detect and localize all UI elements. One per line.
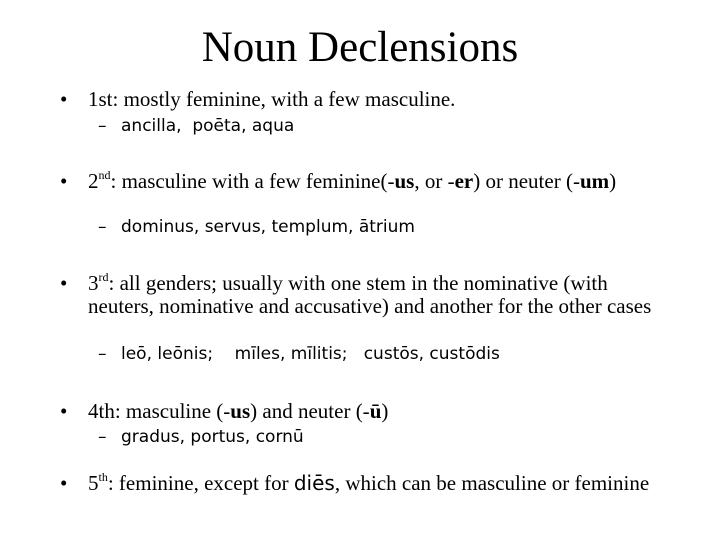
bullet-item-2nd [60, 170, 660, 193]
bullet-item-3rd [60, 272, 660, 318]
example-text: gradus, portus, cornū [121, 427, 304, 447]
bullet-text: 1st: mostly feminine, with a few masculine. [88, 87, 456, 111]
text-segment: : masculine with a few feminine(- [110, 169, 395, 193]
example-line-4th [98, 426, 678, 448]
bullet-item-1st [60, 88, 660, 111]
ordinal-number: 3 [88, 271, 99, 295]
bullet-marker: • [60, 399, 68, 423]
bold-ending: um [579, 169, 610, 193]
ordinal-number: 2 [88, 169, 99, 193]
ordinal-number: 5 [88, 471, 99, 495]
highlighted-word: diēs [293, 471, 335, 495]
example-text: dominus, servus, templum, ātrium [121, 217, 415, 237]
bold-ending: ū [369, 399, 382, 423]
bullet-item-5th [60, 472, 660, 495]
example-line-3rd [98, 343, 678, 365]
text-segment: ) or neuter (- [473, 169, 580, 193]
text-segment: ) [609, 169, 617, 193]
bullet-marker: • [60, 87, 68, 111]
text-segment: : all genders; usually with one stem in the nominative (with neuters, nominative and accusative) and another for the other cases [88, 271, 652, 318]
bold-ending: er [454, 169, 474, 193]
ordinal-suffix: th [98, 470, 108, 484]
bullet-marker: • [60, 169, 68, 193]
text-segment: ) [381, 399, 389, 423]
bullet-marker: • [60, 471, 68, 495]
bullet-text [88, 400, 660, 423]
text-segment: , which can be masculine or feminine [334, 471, 650, 495]
bold-ending: us [394, 169, 415, 193]
dash-marker: – [98, 427, 107, 447]
dash-marker: – [98, 116, 107, 136]
bullet-marker: • [60, 271, 68, 295]
bullet-text [88, 170, 660, 193]
bold-ending: us [230, 399, 251, 423]
example-line-2nd [98, 216, 678, 238]
text-segment: , or - [414, 169, 455, 193]
example-text: leō, leōnis; mīles, mīlitis; custōs, custōdis [121, 344, 500, 364]
text-segment: 4th: masculine (- [88, 399, 231, 423]
dash-marker: – [98, 344, 107, 364]
dash-marker: – [98, 217, 107, 237]
bullet-text [88, 272, 660, 318]
bullet-text [88, 472, 660, 495]
text-segment: : feminine, except for [107, 471, 294, 495]
ordinal-suffix: rd [98, 270, 109, 284]
text-segment: ) and neuter (- [250, 399, 370, 423]
bullet-item-4th [60, 400, 660, 423]
slide-title: Noun Declensions [201, 24, 519, 71]
ordinal-suffix: nd [98, 168, 111, 182]
example-line-1st [98, 115, 678, 137]
example-text: ancilla, poēta, aqua [121, 116, 295, 136]
